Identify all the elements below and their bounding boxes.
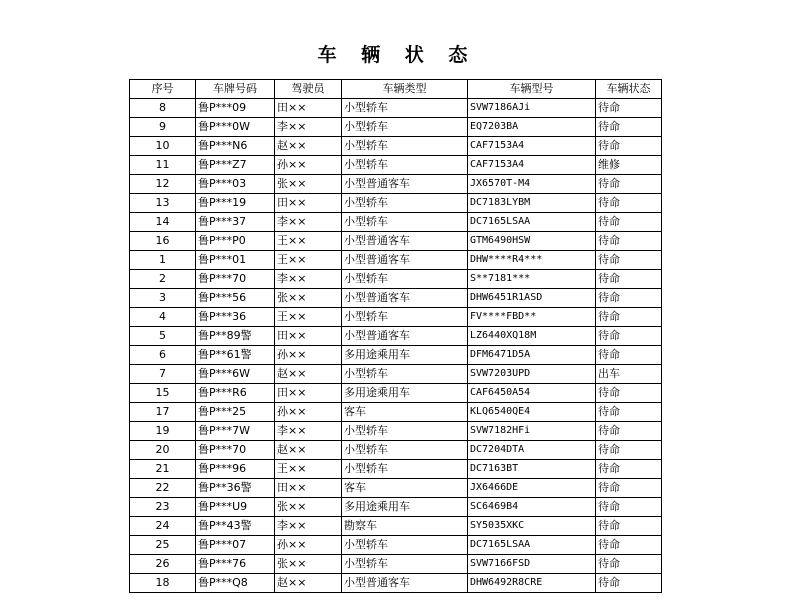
cell-driver: 田××	[275, 384, 342, 403]
cell-vehicle-model: SY5035XKC	[468, 517, 596, 536]
cell-plate: 鲁P***76	[196, 555, 275, 574]
cell-vehicle-model: SVW7186AJi	[468, 99, 596, 118]
cell-vehicle-type: 勘察车	[342, 517, 468, 536]
cell-seq: 20	[130, 441, 196, 460]
cell-plate: 鲁P**43警	[196, 517, 275, 536]
cell-status: 待命	[596, 517, 662, 536]
cell-driver: 李××	[275, 118, 342, 137]
cell-status: 待命	[596, 498, 662, 517]
cell-status: 待命	[596, 194, 662, 213]
cell-driver: 田××	[275, 327, 342, 346]
column-header-driver: 驾驶员	[275, 80, 342, 99]
table-header-row	[130, 80, 662, 99]
cell-vehicle-type: 小型轿车	[342, 213, 468, 232]
cell-vehicle-model: LZ6440XQ18M	[468, 327, 596, 346]
table-row	[130, 384, 662, 403]
table-row	[130, 99, 662, 118]
table-row	[130, 308, 662, 327]
cell-status: 待命	[596, 270, 662, 289]
cell-plate: 鲁P**36警	[196, 479, 275, 498]
cell-vehicle-model: SC6469B4	[468, 498, 596, 517]
table-row	[130, 118, 662, 137]
cell-vehicle-type: 小型轿车	[342, 156, 468, 175]
cell-seq: 8	[130, 99, 196, 118]
cell-status: 待命	[596, 536, 662, 555]
cell-plate: 鲁P***37	[196, 213, 275, 232]
cell-vehicle-model: DHW6451R1ASD	[468, 289, 596, 308]
cell-driver: 赵××	[275, 137, 342, 156]
table-row	[130, 213, 662, 232]
cell-plate: 鲁P***70	[196, 270, 275, 289]
cell-status: 待命	[596, 574, 662, 593]
cell-seq: 11	[130, 156, 196, 175]
cell-status: 待命	[596, 422, 662, 441]
cell-plate: 鲁P***0W	[196, 118, 275, 137]
cell-seq: 9	[130, 118, 196, 137]
table-row	[130, 194, 662, 213]
table-row	[130, 403, 662, 422]
cell-vehicle-type: 小型轿车	[342, 99, 468, 118]
cell-driver: 王××	[275, 251, 342, 270]
cell-driver: 田××	[275, 479, 342, 498]
cell-plate: 鲁P***03	[196, 175, 275, 194]
cell-plate: 鲁P***01	[196, 251, 275, 270]
table-row	[130, 365, 662, 384]
cell-driver: 李××	[275, 270, 342, 289]
cell-status: 待命	[596, 118, 662, 137]
cell-plate: 鲁P***6W	[196, 365, 275, 384]
cell-status: 待命	[596, 232, 662, 251]
cell-vehicle-type: 多用途乘用车	[342, 346, 468, 365]
table-body	[130, 99, 662, 593]
cell-plate: 鲁P***R6	[196, 384, 275, 403]
cell-driver: 王××	[275, 232, 342, 251]
table-row	[130, 422, 662, 441]
table-row	[130, 232, 662, 251]
cell-vehicle-model: DC7183LYBM	[468, 194, 596, 213]
cell-vehicle-type: 多用途乘用车	[342, 384, 468, 403]
cell-seq: 22	[130, 479, 196, 498]
table-row	[130, 517, 662, 536]
cell-driver: 赵××	[275, 365, 342, 384]
cell-driver: 王××	[275, 308, 342, 327]
cell-vehicle-model: EQ7203BA	[468, 118, 596, 137]
cell-status: 待命	[596, 308, 662, 327]
table-row	[130, 327, 662, 346]
cell-vehicle-type: 小型轿车	[342, 536, 468, 555]
table-row	[130, 460, 662, 479]
cell-driver: 张××	[275, 555, 342, 574]
cell-status: 待命	[596, 327, 662, 346]
cell-vehicle-model: CAF7153A4	[468, 156, 596, 175]
cell-vehicle-type: 小型轿车	[342, 441, 468, 460]
cell-vehicle-type: 多用途乘用车	[342, 498, 468, 517]
cell-driver: 田××	[275, 99, 342, 118]
cell-plate: 鲁P***36	[196, 308, 275, 327]
table-row	[130, 346, 662, 365]
cell-seq: 3	[130, 289, 196, 308]
cell-plate: 鲁P***56	[196, 289, 275, 308]
cell-seq: 25	[130, 536, 196, 555]
cell-seq: 17	[130, 403, 196, 422]
cell-plate: 鲁P***Q8	[196, 574, 275, 593]
table-row	[130, 441, 662, 460]
cell-driver: 李××	[275, 213, 342, 232]
cell-status: 待命	[596, 213, 662, 232]
cell-vehicle-model: KLQ6540QE4	[468, 403, 596, 422]
cell-vehicle-model: DHW****R4***	[468, 251, 596, 270]
cell-seq: 16	[130, 232, 196, 251]
cell-seq: 4	[130, 308, 196, 327]
cell-seq: 24	[130, 517, 196, 536]
cell-vehicle-model: DFM6471D5A	[468, 346, 596, 365]
cell-vehicle-type: 小型轿车	[342, 460, 468, 479]
cell-status: 待命	[596, 479, 662, 498]
cell-plate: 鲁P***09	[196, 99, 275, 118]
cell-vehicle-type: 小型普通客车	[342, 327, 468, 346]
cell-vehicle-model: DC7165LSAA	[468, 536, 596, 555]
table-row	[130, 270, 662, 289]
cell-driver: 孙××	[275, 346, 342, 365]
cell-vehicle-model: CAF7153A4	[468, 137, 596, 156]
cell-plate: 鲁P***96	[196, 460, 275, 479]
column-header-seq: 序号	[130, 80, 196, 99]
table-row	[130, 555, 662, 574]
cell-vehicle-type: 小型轿车	[342, 422, 468, 441]
column-header-status: 车辆状态	[596, 80, 662, 99]
cell-vehicle-model: DC7204DTA	[468, 441, 596, 460]
cell-seq: 19	[130, 422, 196, 441]
cell-status: 待命	[596, 346, 662, 365]
table-row	[130, 137, 662, 156]
cell-status: 出车	[596, 365, 662, 384]
cell-driver: 赵××	[275, 574, 342, 593]
cell-seq: 14	[130, 213, 196, 232]
cell-driver: 王××	[275, 460, 342, 479]
cell-seq: 2	[130, 270, 196, 289]
cell-plate: 鲁P**61警	[196, 346, 275, 365]
column-header-plate: 车牌号码	[196, 80, 275, 99]
cell-status: 待命	[596, 441, 662, 460]
cell-vehicle-model: GTM6490HSW	[468, 232, 596, 251]
cell-seq: 18	[130, 574, 196, 593]
cell-driver: 张××	[275, 498, 342, 517]
cell-vehicle-model: SVW7166FSD	[468, 555, 596, 574]
cell-status: 待命	[596, 384, 662, 403]
cell-vehicle-type: 小型普通客车	[342, 232, 468, 251]
cell-vehicle-type: 小型轿车	[342, 194, 468, 213]
cell-seq: 23	[130, 498, 196, 517]
cell-seq: 1	[130, 251, 196, 270]
cell-driver: 李××	[275, 517, 342, 536]
cell-status: 待命	[596, 555, 662, 574]
column-header-model: 车辆型号	[468, 80, 596, 99]
cell-status: 待命	[596, 251, 662, 270]
cell-vehicle-model: SVW7203UPD	[468, 365, 596, 384]
cell-plate: 鲁P***07	[196, 536, 275, 555]
cell-driver: 孙××	[275, 536, 342, 555]
cell-seq: 10	[130, 137, 196, 156]
table-row	[130, 156, 662, 175]
cell-seq: 12	[130, 175, 196, 194]
cell-plate: 鲁P***25	[196, 403, 275, 422]
cell-status: 待命	[596, 175, 662, 194]
cell-vehicle-model: FV****FBD**	[468, 308, 596, 327]
cell-vehicle-model: CAF6450A54	[468, 384, 596, 403]
cell-vehicle-type: 小型普通客车	[342, 574, 468, 593]
cell-plate: 鲁P***Z7	[196, 156, 275, 175]
cell-vehicle-model: S**7181***	[468, 270, 596, 289]
vehicle-status-table	[129, 79, 662, 593]
table-row	[130, 498, 662, 517]
cell-plate: 鲁P***70	[196, 441, 275, 460]
cell-vehicle-model: JX6466DE	[468, 479, 596, 498]
cell-seq: 21	[130, 460, 196, 479]
cell-vehicle-type: 小型普通客车	[342, 251, 468, 270]
cell-vehicle-type: 小型轿车	[342, 137, 468, 156]
cell-status: 待命	[596, 460, 662, 479]
cell-plate: 鲁P***U9	[196, 498, 275, 517]
cell-vehicle-type: 小型普通客车	[342, 175, 468, 194]
cell-seq: 26	[130, 555, 196, 574]
cell-plate: 鲁P***19	[196, 194, 275, 213]
page-title: 车 辆 状 态	[317, 44, 477, 66]
table-row	[130, 289, 662, 308]
cell-plate: 鲁P***P0	[196, 232, 275, 251]
cell-vehicle-model: SVW7182HFi	[468, 422, 596, 441]
cell-driver: 张××	[275, 175, 342, 194]
cell-plate: 鲁P***7W	[196, 422, 275, 441]
cell-vehicle-type: 小型轿车	[342, 308, 468, 327]
cell-vehicle-type: 小型普通客车	[342, 289, 468, 308]
cell-vehicle-type: 客车	[342, 403, 468, 422]
cell-vehicle-model: DC7163BT	[468, 460, 596, 479]
cell-vehicle-model: JX6570T-M4	[468, 175, 596, 194]
cell-driver: 田××	[275, 194, 342, 213]
cell-vehicle-type: 小型轿车	[342, 118, 468, 137]
cell-vehicle-type: 客车	[342, 479, 468, 498]
cell-seq: 13	[130, 194, 196, 213]
cell-vehicle-type: 小型轿车	[342, 270, 468, 289]
cell-vehicle-type: 小型轿车	[342, 555, 468, 574]
cell-plate: 鲁P***N6	[196, 137, 275, 156]
cell-driver: 李××	[275, 422, 342, 441]
cell-driver: 赵××	[275, 441, 342, 460]
table-row	[130, 574, 662, 593]
column-header-type: 车辆类型	[342, 80, 468, 99]
cell-vehicle-model: DHW6492R8CRE	[468, 574, 596, 593]
cell-vehicle-type: 小型轿车	[342, 365, 468, 384]
table-row	[130, 536, 662, 555]
cell-driver: 孙××	[275, 156, 342, 175]
table-row	[130, 251, 662, 270]
cell-seq: 7	[130, 365, 196, 384]
cell-status: 待命	[596, 99, 662, 118]
cell-seq: 6	[130, 346, 196, 365]
cell-seq: 5	[130, 327, 196, 346]
cell-plate: 鲁P**89警	[196, 327, 275, 346]
cell-status: 待命	[596, 137, 662, 156]
table-row	[130, 175, 662, 194]
cell-status: 维修	[596, 156, 662, 175]
cell-status: 待命	[596, 403, 662, 422]
cell-status: 待命	[596, 289, 662, 308]
cell-vehicle-model: DC7165LSAA	[468, 213, 596, 232]
cell-driver: 孙××	[275, 403, 342, 422]
table-row	[130, 479, 662, 498]
cell-seq: 15	[130, 384, 196, 403]
cell-driver: 张××	[275, 289, 342, 308]
